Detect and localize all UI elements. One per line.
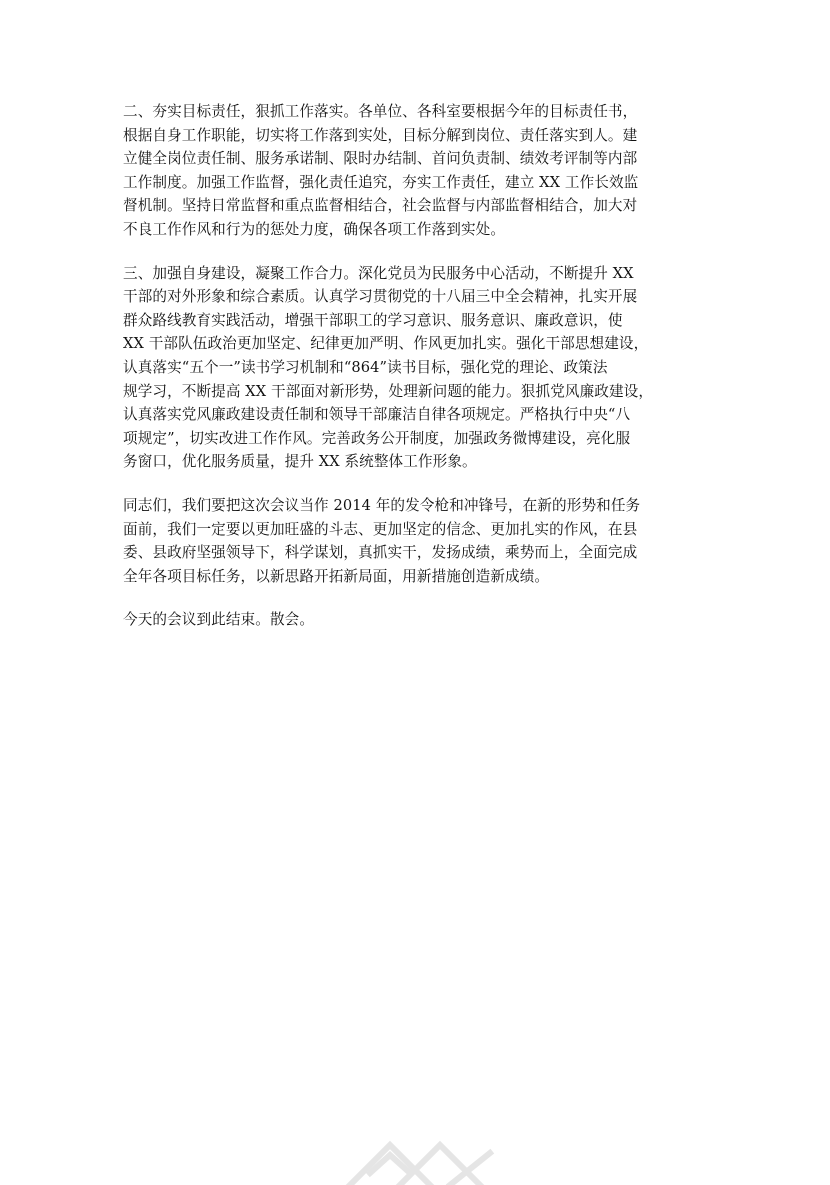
text-line: 群众路线教育实践活动，增强干部职工的学习意识、服务意识、廉政意识，使 (123, 311, 623, 329)
text-line: 务窗口，优化服务质量，提升 XX 系统整体工作形象。 (123, 453, 477, 471)
document-page (123, 100, 708, 652)
text-line: 面前，我们一定要以更加旺盛的斗志、更加坚定的信念、更加扎实的作风，在县 (123, 520, 638, 538)
text-line: 认真落实“五个一”读书学习机制和“864”读书目标，强化党的理论、政策法 (123, 358, 608, 376)
text-line: 立健全岗位责任制、服务承诺制、限时办结制、首问负责制、绩效考评制等内部 (123, 150, 638, 168)
text-line: XX 干部队伍政治更加坚定、纪律更加严明、作风更加扎实。强化干部思想建设， (123, 335, 649, 353)
text-line: 全年各项目标任务，以新思路开拓新局面，用新措施创造新成绩。 (123, 567, 550, 585)
text-line: 二、夯实目标责任，狠抓工作落实。各单位、各科室要根据今年的目标责任书， (123, 103, 638, 120)
text-line: 规学习，不断提高 XX 干部面对新形势，处理新问题的能力。狠抓党风廉政建设， (123, 382, 654, 400)
text-line: 委、县政府坚强领导下，科学谋划，真抓实干，发扬成绩，乘势而上，全面完成 (123, 544, 638, 562)
text-line: 干部的对外形象和综合素质。认真学习贯彻党的十八届三中全会精神，扎实开展 (123, 288, 638, 306)
paragraph-closing-remarks (123, 494, 708, 588)
text-line: 不良工作作风和行为的惩处力度，确保各项工作落到实处。 (123, 220, 506, 238)
paragraph-2-responsibility (123, 100, 708, 242)
text-line: 督机制。坚持日常监督和重点监督相结合，社会监督与内部监督相结合，加大对 (123, 197, 638, 215)
paragraph-3-self-building (123, 262, 708, 474)
text-line: 同志们，我们要把这次会议当作 2014 年的发令枪和冲锋号，在新的形势和任务 (123, 496, 641, 514)
text-line: 工作制度。加强工作监督，强化责任追究，夯实工作责任，建立 XX 工作长效监 (123, 173, 639, 191)
text-line: 三、加强自身建设，凝聚工作合力。深化党员为民服务中心活动，不断提升 XX (123, 264, 634, 282)
text-line: 项规定”，切实改进工作作风。完善政务公开制度，加强政务微博建设，亮化服 (123, 429, 631, 447)
text-line: 根据自身工作职能，切实将工作落到实处，目标分解到岗位、责任落实到人。建 (123, 126, 638, 144)
text-line: 认真落实党风廉政建设责任制和领导干部廉洁自律各项规定。严格执行中央“八 (123, 406, 631, 424)
watermark-logo-icon (330, 1125, 530, 1185)
paragraph-adjourn (123, 608, 708, 632)
text-line: 今天的会议到此结束。散会。 (123, 611, 315, 629)
